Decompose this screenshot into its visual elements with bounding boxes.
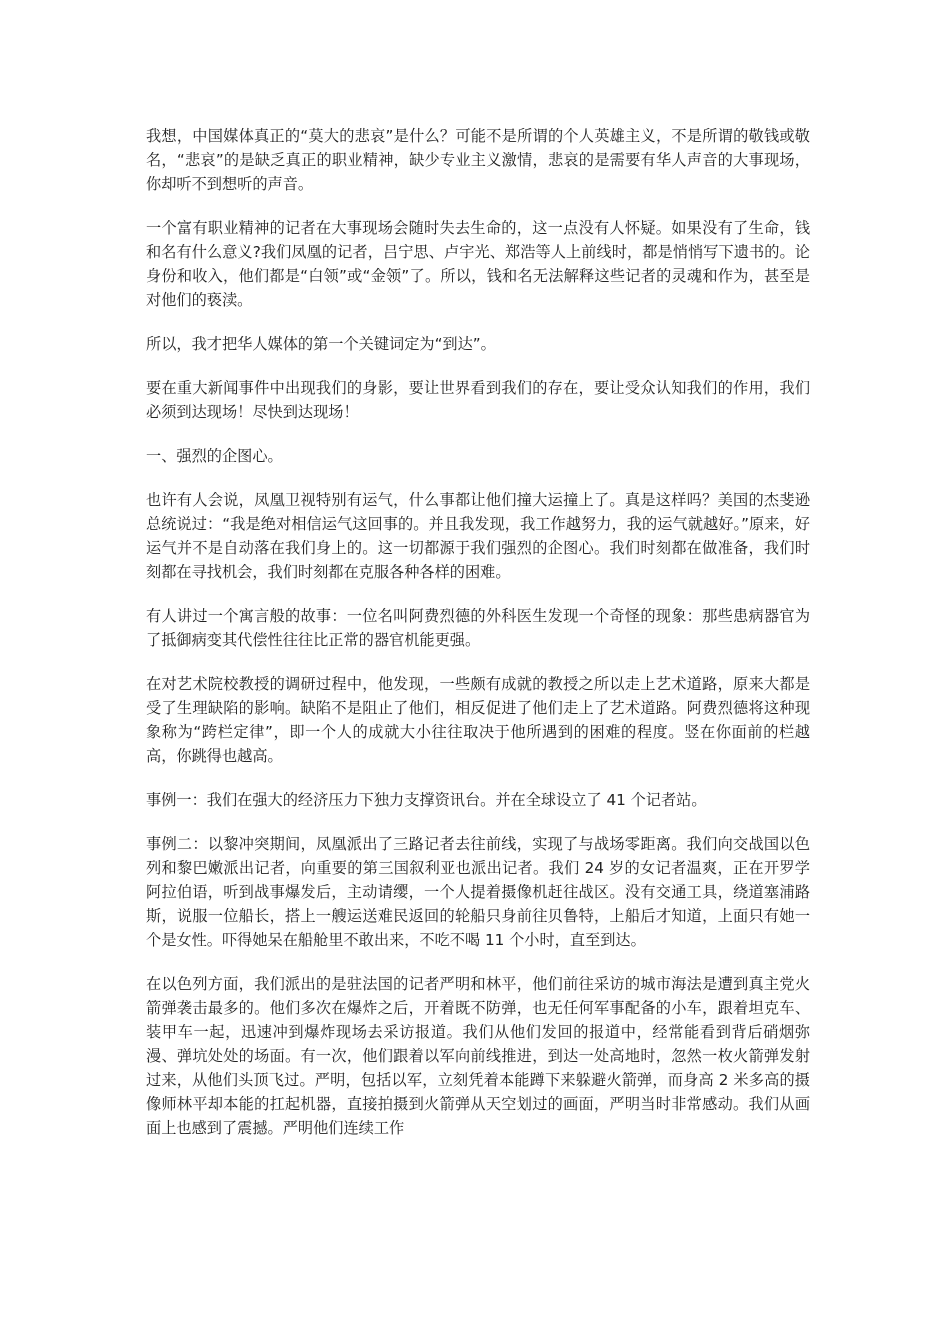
section-heading-ambition: 一、强烈的企图心。 <box>146 447 283 465</box>
paragraph-fable: 有人讲过一个寓言般的故事：一位名叫阿费烈德的外科医生发现一个奇怪的现象：那些患病器官为了抵御病变其代偿性往往比正常的器官机能更强。 <box>146 607 810 649</box>
paragraph-luck: 也许有人会说，凤凰卫视特别有运气，什么事都让他们撞大运撞上了。真是这样吗？美国的杰斐逊总统说过：“我是绝对相信运气这回事的。并且我发现，我工作越努力，我的运气就越好。”原来，好运气并不是自动落在我们身上的。这一切都源于我们强烈的企图心。我们时刻都在做准备，我们时刻都在寻找机会，我们时刻都在克服各种各样的困难。 <box>146 491 810 581</box>
paragraph-must-arrive: 要在重大新闻事件中出现我们的身影，要让世界看到我们的存在，要让受众认知我们的作用，我们必须到达现场！尽快到达现场！ <box>146 379 810 421</box>
paragraph-example-two: 事例二：以黎冲突期间，凤凰派出了三路记者去往前线，实现了与战场零距离。我们向交战国以色列和黎巴嫩派出记者，向重要的第三国叙利亚也派出记者。我们 24 岁的女记者温爽，正在开罗学阿拉伯语，听到战事爆发后，主动请缨，一个人提着摄像机赶往战区。没有交通工具，绕道塞浦路斯，说服一位船长，搭上一艘运送难民返回的轮船只身前往贝鲁特，上船后才知道，上面只有她一个是女性。吓得她呆在船舱里不敢出来，不吃不喝 11 个小时，直至到达。 <box>146 835 810 949</box>
paragraph-example-one: 事例一：我们在强大的经济压力下独力支撑资讯台。并在全球设立了 41 个记者站。 <box>146 791 707 809</box>
paragraph-israel-reporting: 在以色列方面，我们派出的是驻法国的记者严明和林平，他们前往采访的城市海法是遭到真主党火箭弹袭击最多的。他们多次在爆炸之后，开着既不防弹，也无任何军事配备的小车，跟着坦克车、装甲车一起，迅速冲到爆炸现场去采访报道。我们从他们发回的报道中，经常能看到背后硝烟弥漫、弹坑处处的场面。有一次，他们跟着以军向前线推进，到达一处高地时，忽然一枚火箭弹发射过来，从他们头顶飞过。严明，包括以军，立刻凭着本能蹲下来躲避火箭弹，而身高 2 米多高的摄像师林平却本能的扛起机器，直接拍摄到火箭弹从天空划过的画面，严明当时非常感动。我们从画面上也感到了震撼。严明他们连续工作 <box>146 975 810 1137</box>
paragraph-keyword-arrival: 所以，我才把华人媒体的第一个关键词定为“到达”。 <box>146 335 496 353</box>
paragraph-reflection: 我想，中国媒体真正的“莫大的悲哀”是什么？可能不是所谓的个人英雄主义，不是所谓的敬钱或敬名，“悲哀”的是缺乏真正的职业精神，缺少专业主义激情，悲哀的是需要有华人声音的大事现场，你却听不到想听的声音。 <box>146 127 810 193</box>
paragraph-professional-spirit: 一个富有职业精神的记者在大事现场会随时失去生命的，这一点没有人怀疑。如果没有了生命，钱和名有什么意义?我们凤凰的记者，吕宁思、卢宇光、郑浩等人上前线时，都是悄悄写下遗书的。论身份和收入，他们都是“白领”或“金领”了。所以，钱和名无法解释这些记者的灵魂和作为，甚至是对他们的亵渎。 <box>146 219 810 309</box>
paragraph-hurdle-law: 在对艺术院校教授的调研过程中，他发现，一些颇有成就的教授之所以走上艺术道路，原来大都是受了生理缺陷的影响。缺陷不是阻止了他们，相反促进了他们走上了艺术道路。阿费烈德将这种现象称为“跨栏定律”，即一个人的成就大小往往取决于他所遇到的困难的程度。竖在你面前的栏越高，你跳得也越高。 <box>146 675 810 765</box>
document-body <box>146 124 810 1160</box>
